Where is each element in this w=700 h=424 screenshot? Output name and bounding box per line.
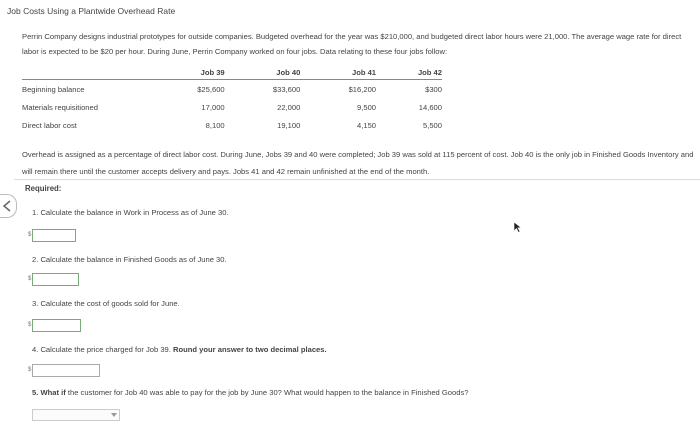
row-label: Materials requisitioned <box>22 102 98 112</box>
chevron-down-icon <box>111 413 117 417</box>
table-cell: $16,200 <box>348 84 377 94</box>
overhead-paragraph: Overhead is assigned as a percentage of direct labor cost. During June, Jobs 39 and 40 were completed; Job 39 was sold at 115 percent of cost. Job 40 is the only job in Finished Goods Inventory and will remain there until the customer accepts delivery and pays. Jobs 41 and 42 remain unfinished at the end of the month. <box>22 150 694 176</box>
table-cell: $300 <box>425 84 442 94</box>
table-cell: 22,000 <box>277 102 301 112</box>
table-cell: $25,600 <box>197 84 225 94</box>
answer-input-q4[interactable] <box>32 364 100 377</box>
table-header: Job 39 <box>142 66 225 80</box>
chevron-left-icon <box>2 200 12 212</box>
row-label: Beginning balance <box>22 84 85 94</box>
table-row <box>22 98 442 116</box>
table-row <box>22 80 442 99</box>
question-4-main: 4. Calculate the price charged for Job 39. <box>32 345 171 354</box>
question-3-text: 3. Calculate the cost of goods sold for June. <box>32 299 180 308</box>
table-header-row <box>22 66 442 80</box>
question-5-main: the customer for Job 40 was able to pay for the job by June 30? What would happen to the balance in Finished Goods? <box>67 388 469 397</box>
question-4-rounding-note: Round your answer to two decimal places. <box>173 345 327 354</box>
row-label: Direct labor cost <box>22 120 77 130</box>
table-cell: 4,150 <box>357 120 377 130</box>
table-cell: 14,600 <box>418 102 442 112</box>
dollar-sign: $ <box>28 276 32 282</box>
question-5-what-if: 5. What if <box>32 388 66 397</box>
question-1-text: 1. Calculate the balance in Work in Process as of June 30. <box>32 208 229 217</box>
section-divider <box>14 179 700 180</box>
table-cell: 5,500 <box>422 120 442 130</box>
answer-dropdown-q5[interactable] <box>32 409 120 421</box>
answer-input-q2[interactable] <box>32 273 79 286</box>
mouse-cursor-icon <box>513 221 522 233</box>
table-header: Job 41 <box>300 66 376 80</box>
job-data-table <box>22 66 442 134</box>
dollar-sign: $ <box>28 232 32 238</box>
back-button[interactable] <box>0 194 17 218</box>
table-cell: 17,000 <box>201 102 225 112</box>
question-2-text: 2. Calculate the balance in Finished Goods as of June 30. <box>32 255 227 264</box>
answer-input-q3[interactable] <box>32 319 81 332</box>
answer-input-q1[interactable] <box>32 229 76 242</box>
table-cell: 9,500 <box>357 102 377 112</box>
page-title: Job Costs Using a Plantwide Overhead Rate <box>7 6 176 16</box>
table-cell: $33,600 <box>272 84 301 94</box>
table-header: Job 40 <box>225 66 301 80</box>
question-4-text <box>32 345 327 354</box>
table-cell: 19,100 <box>277 120 301 130</box>
table-row <box>22 116 442 134</box>
table-header: Job 42 <box>376 66 442 80</box>
dollar-sign: $ <box>28 322 32 328</box>
required-label: Required: <box>25 184 62 193</box>
dollar-sign: $ <box>28 367 32 373</box>
table-cell: 8,100 <box>205 120 225 130</box>
intro-paragraph: Perrin Company designs industrial prototypes for outside companies. Budgeted overhead for the year was $210,000, and budgeted direct labor hours were 21,000. The average wage rate for direct labor is expected to be $20 per hour. During June, Perrin Company worked on four jobs. Data relating to these four jobs follow: <box>22 32 682 56</box>
question-5-text <box>32 388 469 397</box>
table-header <box>22 66 142 80</box>
